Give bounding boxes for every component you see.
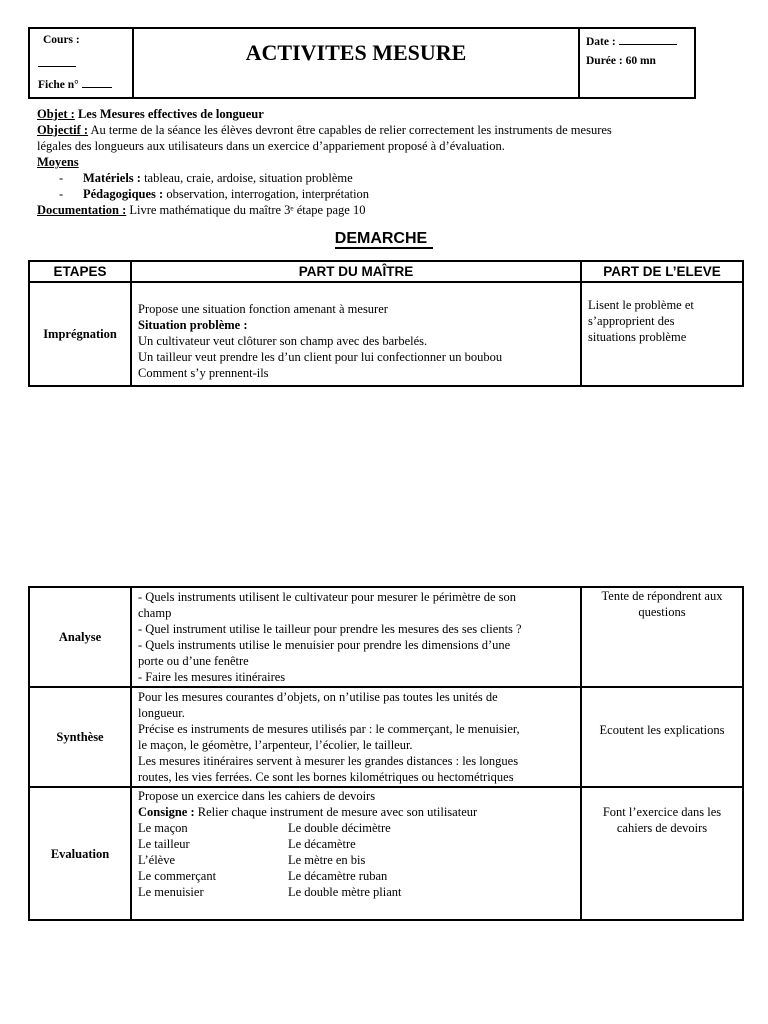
pair-left: L’élève xyxy=(138,853,176,867)
duree-label: Durée : 60 mn xyxy=(586,55,656,67)
table-row-synthese xyxy=(29,687,743,787)
header-right-cell xyxy=(578,29,694,97)
maitre-analyse: - Quels instruments utilisent le cultivateur pour mesurer le périmètre de son champ - Quel instrument utilise le tailleur pour prendre les mesures des ses clients ? - Quels instruments utilise le menuisier pour prendre les dimensions d’une porte ou d’une fenêtre - Faire les mesures itinéraires xyxy=(131,587,581,687)
moyens-label: Moyens xyxy=(37,155,79,169)
demarche-heading: DEMARCHE xyxy=(0,229,768,249)
pair-right: Le décamètre ruban xyxy=(288,869,388,883)
evaluation-pairs xyxy=(138,820,574,900)
pair-right: Le mètre en bis xyxy=(288,853,366,867)
maitre-synthese: Pour les mesures courantes d’objets, on n’utilise pas toutes les unités de longueur. Précise es instruments de mesures utilisés par : le commerçant, le menuisier, le maçon, le géomètre, l’arpenteur, l’écolier, le tailleur. Les mesures itinéraires servent à mesurer les grandes distances : les longues routes, les vies ferrées. Ce sont les bornes kilométriques ou hectométriques xyxy=(131,687,581,787)
objet-line: Objet : Les Mesures effectives de longueur xyxy=(37,107,264,121)
table-row-impregnation xyxy=(29,282,743,386)
objectif-line: Objectif : Au terme de la séance les élèves devront être capables de relier correctement les instruments de mesures xyxy=(37,123,612,137)
cours-blank xyxy=(38,55,76,67)
pair-right: Le double décimètre xyxy=(288,821,391,835)
materiels-line: - Matériels : tableau, craie, ardoise, situation problème xyxy=(59,171,353,185)
table-header-row xyxy=(29,261,743,282)
lesson-meta xyxy=(37,106,737,218)
pair-left: Le menuisier xyxy=(138,885,204,899)
maitre-impregnation: Propose une situation fonction amenant à mesurer Situation problème : Un cultivateur veut clôturer son champ avec des barbelés. Un tailleur veut prendre les d’un client pour lui confectionner un boubou Comment s’y prennent-ils xyxy=(131,282,581,386)
pair-right: Le double mètre pliant xyxy=(288,885,402,899)
eleve-analyse: Tente de répondrent aux questions xyxy=(581,587,743,687)
etape-impregnation: Imprégnation xyxy=(29,282,131,386)
pair-right: Le décamètre xyxy=(288,837,356,851)
date-label: Date : xyxy=(586,33,677,49)
eleve-impregnation: Lisent le problème et s’approprient des situations problème xyxy=(581,282,743,386)
header-part-maitre: PART DU MAÎTRE xyxy=(131,261,581,282)
header-box xyxy=(28,27,696,99)
date-blank xyxy=(619,33,677,45)
header-left-cell xyxy=(30,29,134,97)
pair-left: Le tailleur xyxy=(138,837,190,851)
etape-synthese: Synthèse xyxy=(29,687,131,787)
header-etapes: ETAPES xyxy=(29,261,131,282)
cours-label: Cours : xyxy=(43,34,80,46)
documentation-line: Documentation : Livre mathématique du maître 3ᵉ étape page 10 xyxy=(37,203,366,217)
pair-left: Le commerçant xyxy=(138,869,217,883)
table-row-evaluation xyxy=(29,787,743,920)
demarche-table-1 xyxy=(28,260,744,387)
maitre-evaluation: Propose un exercice dans les cahiers de devoirs Consigne : Relier chaque instrument de mesure avec son utilisateur Le maçon Le double décimètre Le tailleur Le décamètre L’élève Le mètre en bis Le commerçant Le décamètre ruban Le menuisier Le double mètre pliant xyxy=(131,787,581,920)
pedagogiques-line: - Pédagogiques : observation, interrogation, interprétation xyxy=(59,187,370,201)
fiche-label: Fiche n° xyxy=(38,76,112,92)
header-part-eleve: PART DE L’ELEVE xyxy=(581,261,743,282)
eleve-evaluation: Font l’exercice dans les cahiers de devoirs xyxy=(581,787,743,920)
demarche-table-2 xyxy=(28,586,744,921)
page-title: ACTIVITES MESURE xyxy=(245,40,467,65)
eleve-synthese: Ecoutent les explications xyxy=(581,687,743,787)
etape-analyse: Analyse xyxy=(29,587,131,687)
fiche-blank xyxy=(82,76,112,88)
objectif-line-2: légales des longueurs aux utilisateurs dans un exercice d’appariement proposé à d’évaluation. xyxy=(37,139,505,153)
pair-left: Le maçon xyxy=(138,821,188,835)
table-row-analyse xyxy=(29,587,743,687)
etape-evaluation: Evaluation xyxy=(29,787,131,920)
